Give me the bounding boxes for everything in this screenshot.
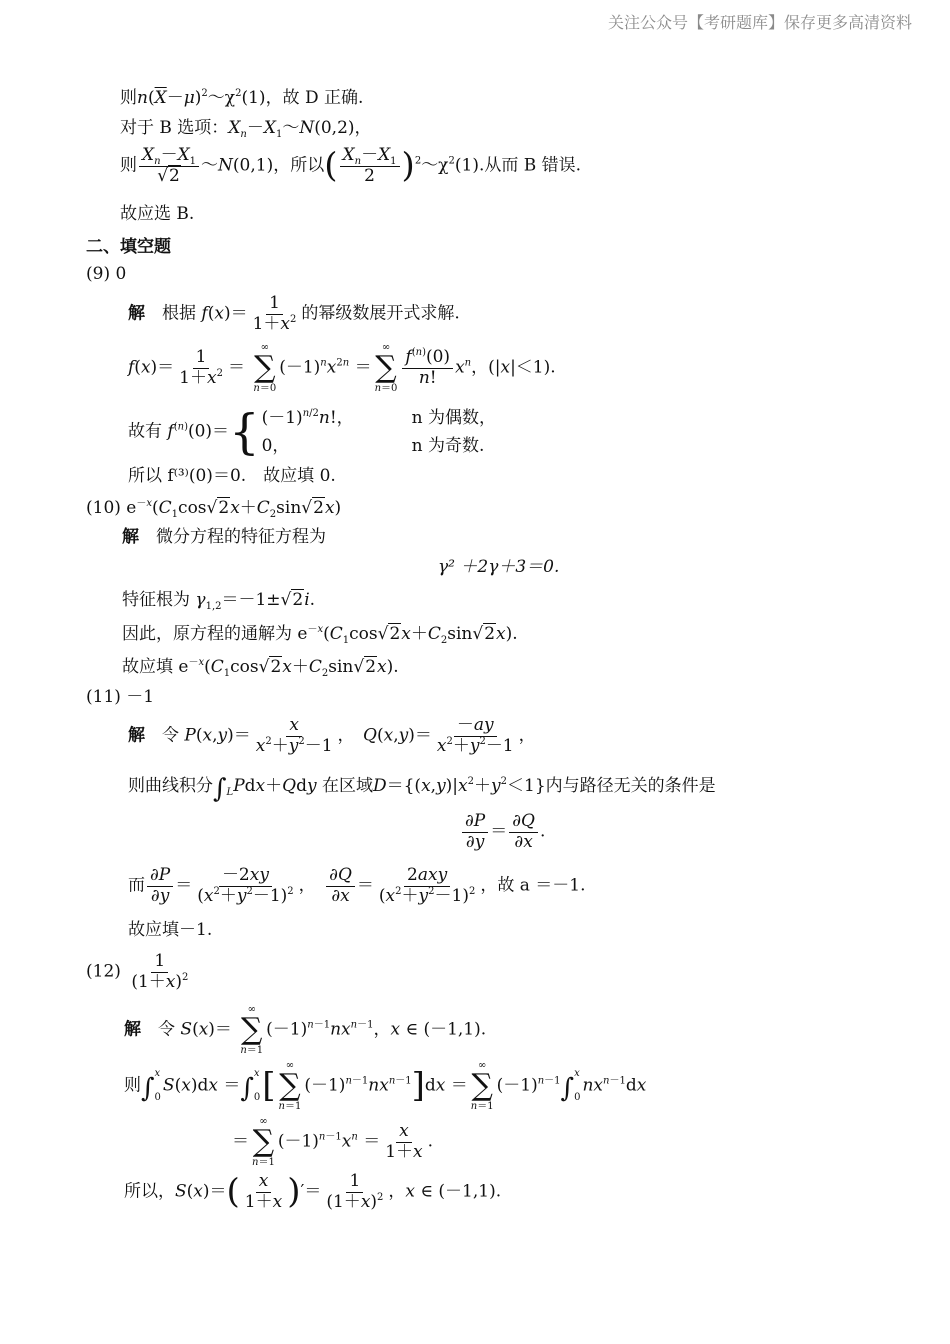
prev-line-1: 则$n(\overline{X}-\mu)^2\sim\chi^2(1)$，故 D 正确.: [120, 88, 364, 108]
q9-cases: 故有 $f^{(n)}(0)=$ { $(-1)^{n/2}n$!， n 为偶数， 0， n 为奇数.: [128, 404, 496, 460]
q11-partials: 而 $\frac{\partial P}{\partial y}$ ＝ $\frac{-2xy}{(x^2+y^2-1)^2}$ ， $\frac{\partial Q}{\partial x}$ ＝ $\frac{\text{2axy}}{(x^2+y^2-1)^2}$ ，故 a ＝－1.: [128, 865, 586, 906]
q10-roots: 特征根为 $\gamma_{1,2}=-1\pm√2i$.: [122, 590, 316, 612]
q12-integral-result: ＝ ∞ ∑ n＝1 $(-1)^{n-1}x^n$ ＝ $\frac{x}{1+x}$ .: [232, 1116, 434, 1168]
q12-result: 所以，S(x)＝( $\frac{x}{1+x}$ )′＝ $\frac{1}{(1+x)^2}$ ，x ∈ (－1,1).: [124, 1171, 502, 1212]
prev-line-3: 则 $\frac{X_n-X_1}{√2}$ ～N(0,1)，所以( $\frac{X_n-X_1}{2}$ )$^2\sim\chi^2(1)$.从而 B 错误.: [120, 145, 582, 186]
q11-partial-eq: $\frac{\partial P}{\partial y}$ ＝ $\frac{\partial Q}{\partial x}$ .: [460, 812, 545, 852]
q9-intro: 解 根据 f(x)＝ $\frac{1}{1+x^2}$ 的幂级数展开式求解.: [128, 293, 460, 334]
q11-pq: 解 令 P(x,y)＝ $\frac{x}{x^2+y^2-1}$ ， Q(x,y)＝ $\frac{-ay}{x^2+y^2-1}$ ，: [128, 715, 536, 756]
q12-label: (12) $\frac{1}{(1+x)^2}$: [86, 951, 189, 992]
section-title: 二、填空题: [86, 237, 171, 257]
prev-line-2: 对于 B 选项：$X_n-X_1\sim N(0,2)$，: [120, 118, 372, 140]
q9-label: (9) 0: [86, 264, 127, 284]
q11-condition: 则曲线积分$\int_LPdx+Qdy$ 在区域$D=\{(x,y)|x^2+y^2<1\}$内与路径无关的条件是: [128, 774, 716, 804]
q12-integral: 则∫ x 0S(x)dx ＝∫ x 0[ ∞ ∑ n＝1 $(-1)^{n-1}nx^{n-1}]dx$ ＝ ∞ ∑ n＝1 $(-1)^{n-1}\int$ x $0nx^{n-1}dx$: [124, 1060, 647, 1112]
q11-fill: 故应填－1.: [128, 920, 213, 940]
q10-general: 因此，原方程的通解为 $e^{-x}(C_1\cos√2x+C_2\sin√2x)$.: [122, 624, 518, 646]
q10-label: (10) $e^{-x}(C_1\cos√2x+C_2\sin√2x)$: [86, 498, 342, 520]
q10-fill: 故应填 $e^{-x}(C_1\cos√2x+C_2\sin√2x)$.: [122, 657, 399, 679]
q9-series: f(x)＝ $\frac{1}{1+x^2}$ ＝ ∞ ∑ n＝0 $(-1)^nx^{2n}$ ＝ ∞ ∑ n＝0 $\frac{f^{(n)}(0)}{n!}$ $x^n$，(|x|＜1).: [128, 342, 556, 394]
watermark: 关注公众号【考研题库】保存更多高清资料: [607, 13, 912, 32]
q9-final: 所以 f⁽³⁾(0)＝0. 故应填 0.: [128, 466, 336, 486]
prev-line-4: 故应选 B.: [120, 204, 195, 224]
q10-char-eq: γ² ＋2γ＋3＝0.: [438, 557, 560, 577]
q10-intro: 解 微分方程的特征方程为: [122, 527, 326, 547]
q11-label: (11) －1: [86, 687, 155, 707]
q12-def: 解 令 S(x)＝ ∞ ∑ n＝1 $(-1)^{n-1}nx^{n-1}$，x ∈ (－1,1).: [124, 1004, 487, 1056]
